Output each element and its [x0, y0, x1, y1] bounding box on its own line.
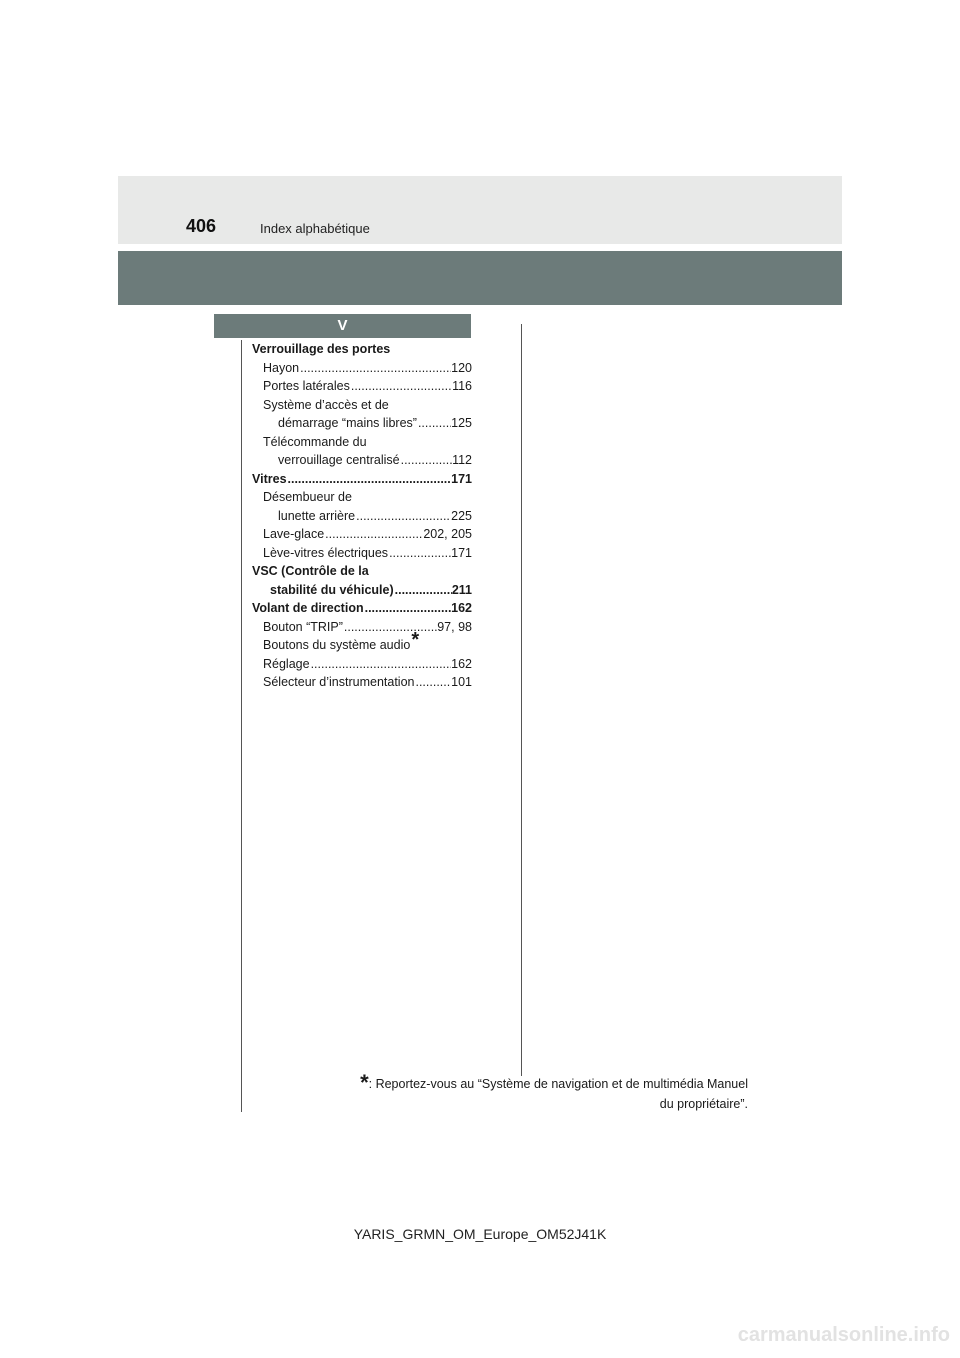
- index-entry-text: Bouton “TRIP”: [263, 619, 343, 634]
- index-entry: [252, 470, 472, 489]
- index-entry-text: verrouillage centralisé: [278, 453, 400, 467]
- index-entry-text: Portes latérales: [263, 379, 350, 393]
- index-entry-text: VSC (Contrôle de la: [252, 564, 369, 578]
- index-entry-text: Hayon: [263, 360, 300, 375]
- index-entry-page: 125: [451, 416, 472, 430]
- dot-leader: [324, 525, 423, 544]
- index-entry-text: lunette arrière: [278, 508, 356, 523]
- header-dark-band: [118, 251, 842, 305]
- dot-leader: [355, 507, 451, 526]
- index-entry: [252, 488, 472, 507]
- index-entry: [252, 377, 472, 396]
- dot-leader: [414, 673, 451, 692]
- watermark: carmanualsonline.info: [737, 1324, 950, 1346]
- index-entry-text: Vitres: [252, 471, 287, 486]
- footnote-line-2: du propriétaire”.: [659, 1097, 748, 1111]
- index-entry-page: 162: [451, 601, 472, 615]
- dot-leader: [388, 544, 451, 563]
- page-number: 406: [186, 216, 217, 236]
- header-band: [118, 176, 842, 244]
- column-rule-left: [241, 340, 242, 1112]
- index-entry-page: 225: [451, 508, 472, 523]
- section-title: Index alphabétique: [260, 221, 370, 236]
- index-entry-text: Sélecteur d’instrumentation: [263, 675, 415, 689]
- index-entry-text: Lave-glace: [263, 527, 325, 541]
- index-entry-page: 112: [452, 453, 472, 467]
- index-entry: [252, 544, 472, 563]
- index-entry-page: 171: [451, 545, 472, 560]
- index-entry-text: Lève-vitres électriques: [263, 545, 389, 560]
- column-rule-middle: [521, 324, 522, 1076]
- index-list: [252, 340, 472, 692]
- dot-leader: [350, 377, 452, 396]
- index-entry: [252, 396, 472, 415]
- footnote: [320, 1070, 748, 1114]
- index-entry: [252, 562, 472, 581]
- index-entry: [252, 629, 472, 655]
- dot-leader: [287, 470, 452, 489]
- footnote-mark: *: [360, 1070, 369, 1095]
- index-entry: [252, 414, 472, 433]
- index-entry-text: Système d’accès et de: [263, 397, 389, 412]
- index-entry-text: Volant de direction: [252, 601, 364, 615]
- index-entry: [252, 340, 472, 359]
- index-entry-page: 211: [451, 582, 472, 597]
- index-entry: [252, 525, 472, 544]
- index-entry-page: 120: [451, 360, 472, 375]
- index-entry: [252, 599, 472, 618]
- footnote-line-1: : Reportez-vous au “Système de navigation et de multimédia Manuel: [368, 1077, 748, 1091]
- index-entry-page: 101: [451, 675, 472, 689]
- index-entry-text: stabilité du véhicule): [270, 582, 394, 597]
- index-entry-text: Télécommande du: [263, 434, 367, 449]
- index-entry-page: 162: [451, 656, 472, 671]
- index-entry-page: 116: [452, 379, 472, 393]
- dot-leader: [343, 618, 437, 637]
- index-entry: [252, 655, 472, 674]
- index-entry: [252, 507, 472, 526]
- index-entry-text: démarrage “mains libres”: [278, 416, 417, 430]
- index-entry: [252, 359, 472, 378]
- index-entry: [252, 433, 472, 452]
- dot-leader: [299, 359, 451, 378]
- footnote-ref-mark: *: [411, 629, 420, 651]
- index-entry: [252, 618, 472, 637]
- index-entry-page: 171: [451, 471, 472, 486]
- index-entry-text: Réglage: [263, 656, 310, 671]
- index-entry: [252, 581, 472, 600]
- dot-leader: [417, 414, 451, 433]
- dot-leader: [310, 655, 452, 674]
- index-entry-page: 97, 98: [437, 619, 472, 634]
- dot-leader: [394, 581, 452, 600]
- index-entry: [252, 673, 472, 692]
- index-entry-text: Verrouillage des portes: [252, 342, 391, 356]
- index-entry-page: 202, 205: [423, 527, 472, 541]
- index-entry-text: Désembueur de: [263, 490, 352, 504]
- index-entry-text: Boutons du système audio: [263, 638, 411, 652]
- document-code: YARIS_GRMN_OM_Europe_OM52J41K: [353, 1226, 607, 1242]
- letter-tab: V: [214, 314, 471, 338]
- index-entry: [252, 451, 472, 470]
- dot-leader: [364, 599, 452, 618]
- dot-leader: [400, 451, 452, 470]
